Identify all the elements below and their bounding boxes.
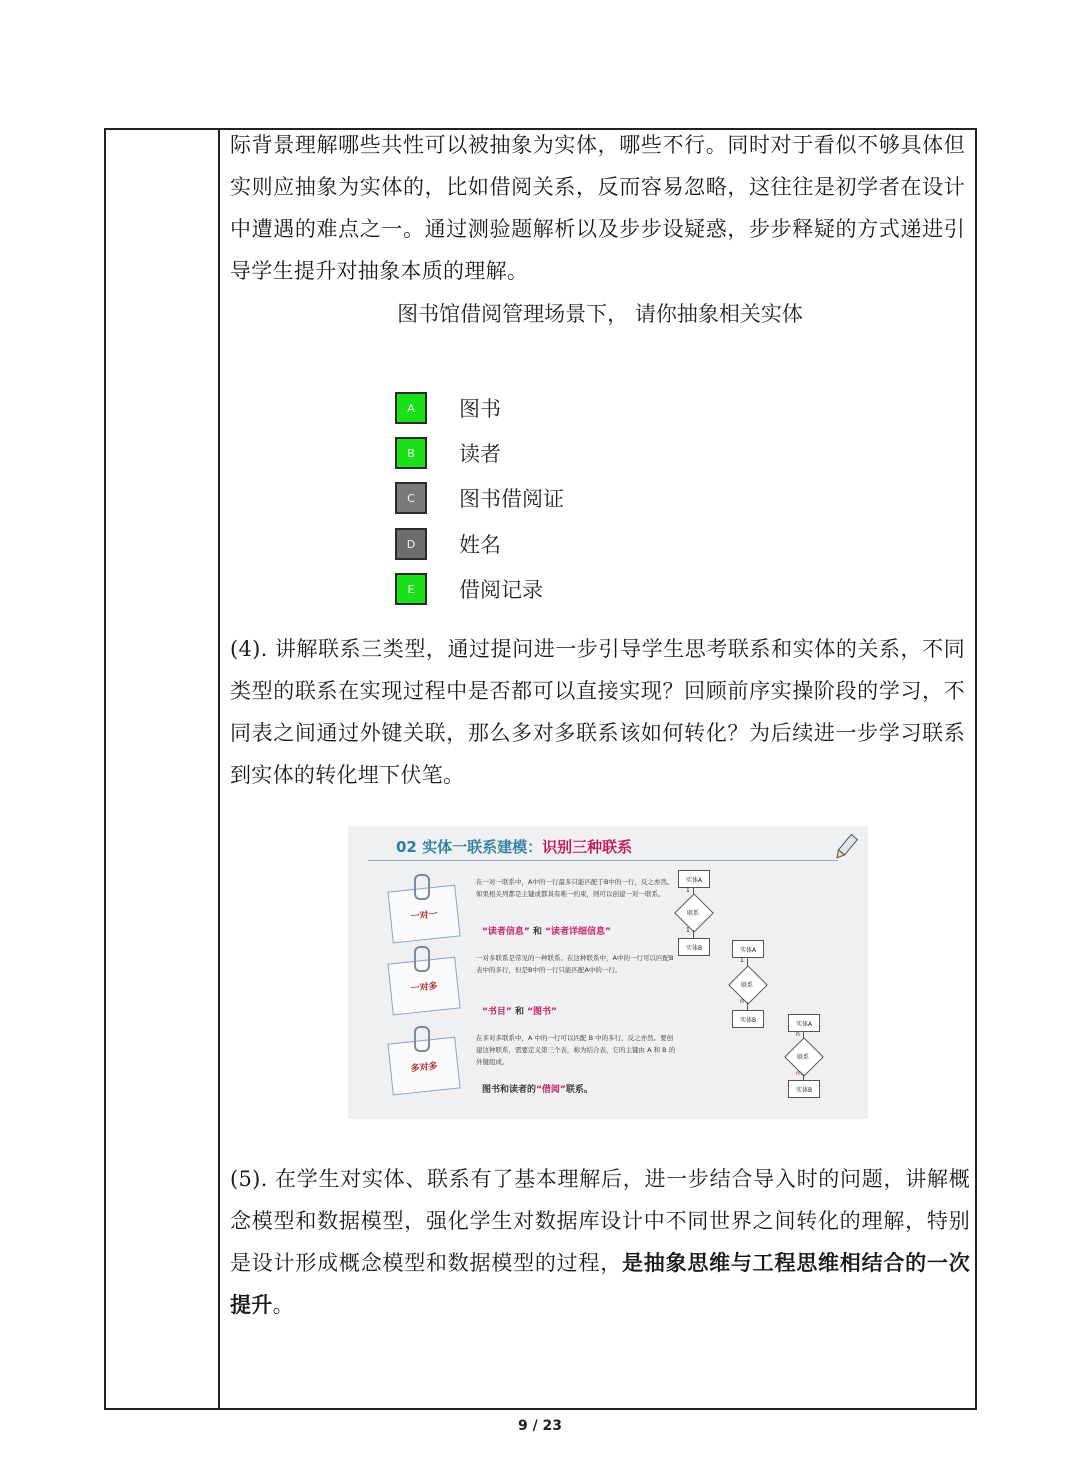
example-2-and: 和: [514, 1007, 524, 1017]
paperclip-icon: [414, 946, 430, 972]
er3-entity-b: 实体B: [788, 1080, 820, 1098]
option-e-box: E: [395, 573, 427, 605]
paragraph-4: (4). 讲解联系三类型，通过提问进一步引导学生思考联系和实体的关系，不同类型的联系在实现过程中是否都可以直接实现？回顾前序实操阶段的学习，不同表之间通过外键关联，那么多对多联系该如何转化？为后续进一步学习联系到实体的转化埋下伏笔。: [230, 637, 965, 787]
quiz-title: 图书馆借阅管理场景下， 请你抽象相关实体: [397, 302, 803, 326]
paperclip-icon: [414, 874, 430, 900]
er3-entity-a: 实体A: [788, 1014, 820, 1032]
note-many-to-many: 多对多: [387, 1037, 460, 1096]
paragraph-5: [230, 1158, 970, 1326]
example-1-b: “读者详细信息”: [545, 927, 611, 937]
note-one-to-one: 一对一: [387, 885, 460, 944]
option-c-box: C: [395, 482, 427, 514]
er3-relation-label: 联系: [797, 1054, 810, 1061]
er1-card-bottom: 1: [686, 927, 690, 934]
option-d-box: D: [395, 528, 427, 560]
er2-relation-label: 联系: [741, 982, 754, 989]
er2-card-bottom: n: [740, 998, 744, 1005]
relationship-types-slide: [348, 826, 868, 1119]
example-3-highlight: “借阅”: [536, 1085, 566, 1095]
option-a-label: 图书: [459, 397, 501, 421]
slide-example-many-to-many: [482, 1082, 593, 1095]
page-number: 9 / 23: [517, 1418, 563, 1434]
slide-title-prefix: 02 实体一联系建模：: [396, 838, 543, 856]
paragraph-5-bold: 是抽象思维与工程思维相结合的一次提升: [230, 1251, 970, 1317]
option-c-label: 图书借阅证: [459, 487, 564, 511]
option-b-box: B: [395, 437, 427, 469]
er3-card-bottom: m: [796, 1070, 802, 1077]
slide-example-one-to-one: [482, 924, 611, 937]
example-2-a: “书目”: [482, 1007, 512, 1017]
er1-relation-label: 联系: [687, 910, 700, 917]
paragraph-5-text: (5). 在学生对实体、联系有了基本理解后，进一步结合导入时的问题，讲解概念模型和数据模型，强化学生对数据库设计中不同世界之间转化的理解，特别是设计形成概念模型和数据模型的过程，: [230, 1167, 970, 1275]
er1-entity-b: 实体B: [678, 938, 710, 956]
paragraph-5-end: 。: [272, 1293, 294, 1317]
slide-title-rule: [368, 860, 838, 861]
example-1-a: “读者信息”: [482, 927, 530, 937]
option-d-label: 姓名: [459, 533, 501, 557]
er3-card-top: n: [796, 1031, 800, 1038]
er1-card-top: 1: [686, 887, 690, 894]
paragraph-1: 际背景理解哪些共性可以被抽象为实体，哪些不行。同时对于看似不够具体但实则应抽象为实体的，比如借阅关系，反而容易忽略，这往往是初学者在设计中遭遇的难点之一。通过测验题解析以及步步设疑惑，步步释疑的方式递进引导学生提升对抽象本质的理解。: [230, 133, 965, 283]
example-3-prefix: 图书和读者的: [482, 1085, 537, 1095]
paperclip-icon: [414, 1026, 430, 1052]
example-1-and: 和: [532, 927, 542, 937]
er1-entity-a: 实体A: [678, 870, 710, 888]
option-e-label: 借阅记录: [459, 578, 543, 602]
quiz-option-c[interactable]: [395, 481, 564, 515]
er2-card-top: 1: [740, 957, 744, 964]
er2-entity-b: 实体B: [732, 1010, 764, 1028]
quiz-option-d[interactable]: [395, 527, 501, 561]
er2-entity-a: 实体A: [732, 940, 764, 958]
slide-text-many-to-many: 在多对多联系中，A 中的一行可以匹配 B 中的多行，反之亦然。要创建这种联系，需要定义第三个表，称为结合表，它的主键由 A 和 B 的外键组成。: [476, 1034, 676, 1066]
quiz-option-e[interactable]: [395, 572, 543, 606]
quiz-option-a[interactable]: [395, 391, 501, 425]
option-b-label: 读者: [459, 442, 501, 466]
slide-text-one-to-many: 一对多联系是常见的一种联系。在这种联系中，A中的一行可以匹配B表中的多行，但是B中的一行只能匹配A中的一行。: [476, 954, 674, 974]
note-one-to-many: 一对多: [387, 957, 460, 1016]
example-2-b: “图书”: [527, 1007, 557, 1017]
quiz-option-b[interactable]: [395, 436, 501, 470]
option-a-box: A: [395, 392, 427, 424]
slide-text-one-to-one: 在一对一联系中，A中的一行最多只能匹配于B中的一行，反之亦然。如果相关列都是主键或都具有唯一约束，则可以创建一对一联系。: [476, 878, 674, 898]
slide-example-one-to-many: [482, 1004, 557, 1017]
table-column-divider: [218, 128, 220, 1410]
slide-title-highlight: 识别三种联系: [542, 838, 633, 856]
example-3-suffix: 联系。: [565, 1085, 593, 1095]
slide-title: [396, 836, 632, 857]
pencil-icon: [832, 832, 860, 862]
